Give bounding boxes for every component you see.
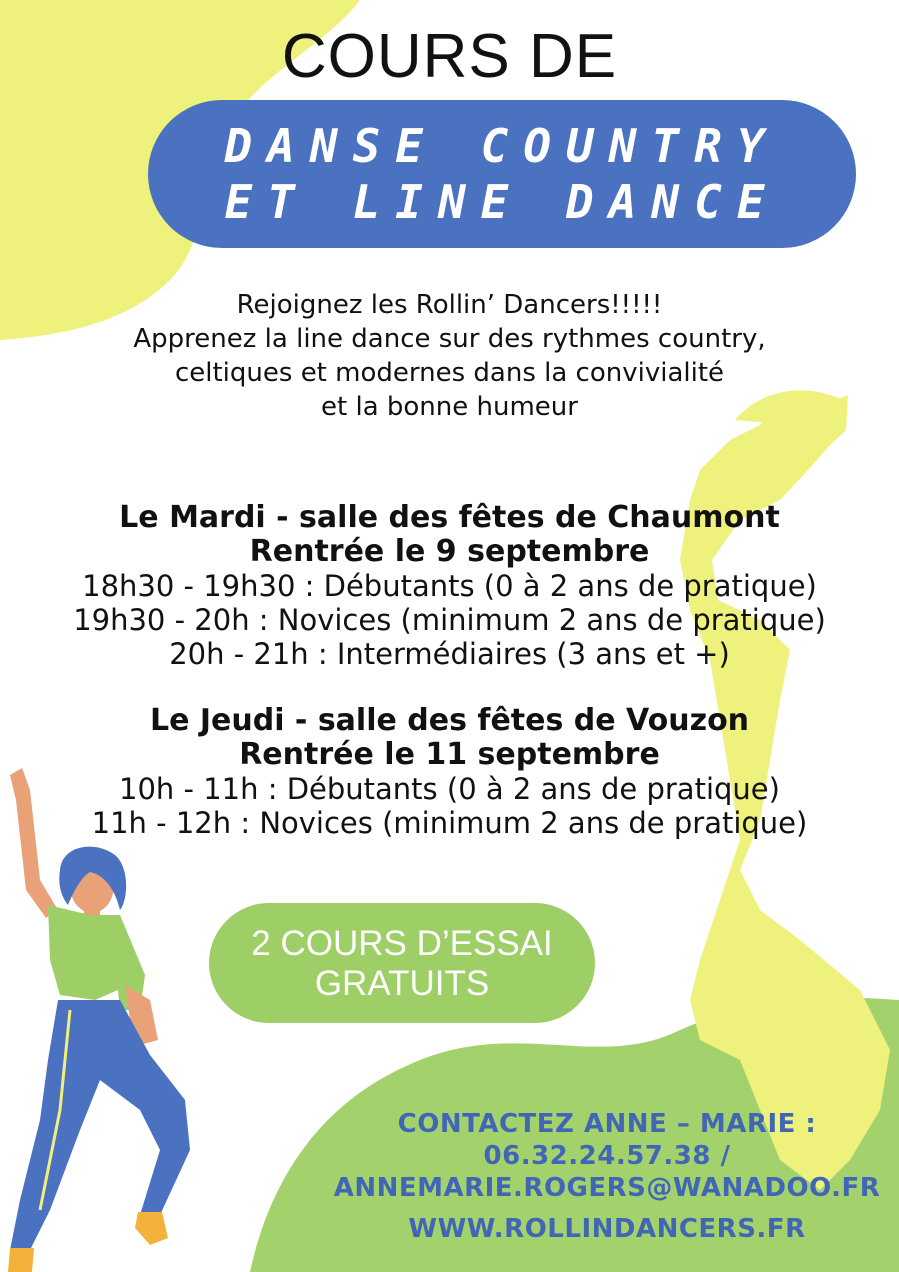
- schedule-slot: 11h - 12h : Novices (minimum 2 ans de pratique): [91, 806, 808, 840]
- schedule-heading: Le Mardi - salle des fêtes de Chaumont: [119, 500, 780, 535]
- schedule-slot: 20h - 21h : Intermédiaires (3 ans et +): [169, 637, 730, 671]
- contact-phone: 06.32.24.57.38 /: [483, 1141, 731, 1171]
- contact-name: CONTACTEZ ANNE – MARIE :: [397, 1109, 817, 1139]
- schedule-rentree: Rentrée le 11 septembre: [239, 737, 660, 772]
- intro-line: Apprenez la line dance sur des rythmes country,: [133, 324, 766, 354]
- intro-line: et la bonne humeur: [321, 392, 578, 422]
- banner-title-line2: ET LINE DANCE: [224, 175, 780, 229]
- trial-line1: 2 COURS D’ESSAI: [251, 924, 553, 963]
- dancer-woman-illustration: [8, 768, 190, 1272]
- intro-line: Rejoignez les Rollin’ Dancers!!!!!: [236, 290, 663, 320]
- poster-subtitle: COURS DE: [281, 22, 618, 91]
- banner-title-line1: DANSE COUNTRY: [224, 119, 780, 173]
- contact-email: ANNEMARIE.ROGERS@WANADOO.FR: [333, 1173, 881, 1203]
- intro-text: [20, 288, 879, 424]
- schedule-tuesday: [0, 501, 899, 671]
- trial-offer: [209, 924, 595, 1004]
- banner-title: [148, 118, 856, 230]
- schedule-slot: 19h30 - 20h : Novices (minimum 2 ans de pratique): [73, 603, 826, 637]
- contact-block: [322, 1108, 892, 1204]
- website-link: WWW.ROLLINDANCERS.FR: [408, 1214, 806, 1244]
- schedule-slot: 18h30 - 19h30 : Débutants (0 à 2 ans de pratique): [82, 569, 817, 603]
- schedule-slot: 10h - 11h : Débutants (0 à 2 ans de pratique): [119, 772, 780, 806]
- trial-line2: GRATUITS: [314, 964, 490, 1003]
- schedule-thursday: [0, 704, 899, 840]
- intro-line: celtiques et modernes dans la convivialité: [174, 358, 725, 388]
- schedule-heading: Le Jeudi - salle des fêtes de Vouzon: [149, 703, 750, 738]
- schedule-rentree: Rentrée le 9 septembre: [249, 534, 650, 569]
